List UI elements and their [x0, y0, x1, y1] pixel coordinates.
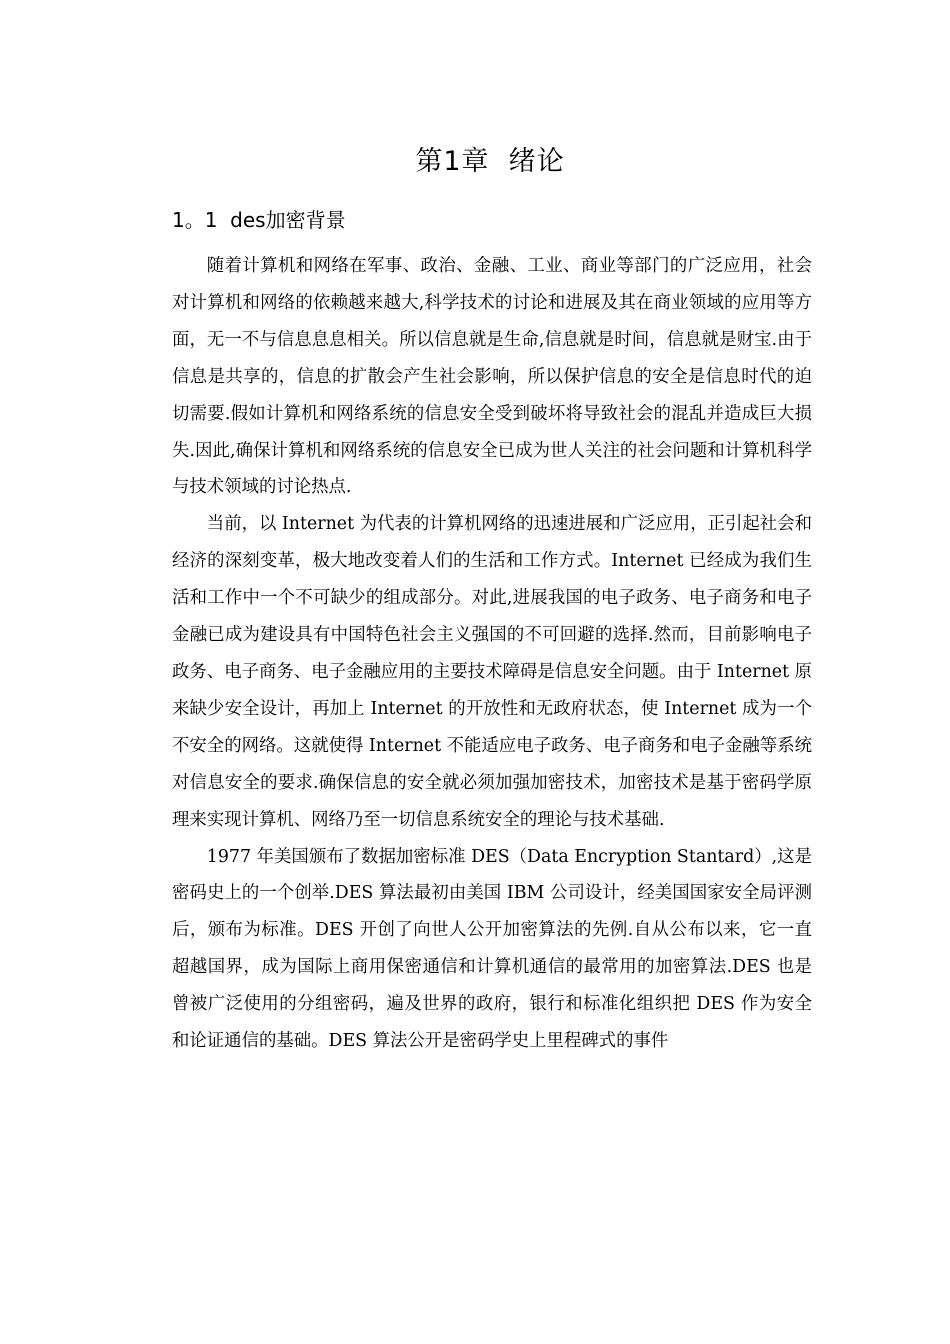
chapter-title: 第1章 绪论 [415, 146, 565, 177]
paragraph: 当前，以 Internet 为代表的计算机网络的迅速进展和广泛应用，正引起社会和经济的深刻变革，极大地改变着人们的生活和工作方式。Internet 已经成为我们生活和工作中一个不可缺少的组成部分。对此,进展我国的电子政务、电子商务和电子金融已成为建设具有中国特色社会主义强国的不可回避的选择.然而，目前影响电子政务、电子商务、电子金融应用的主要技术障碍是信息安全问题。由于 Internet 原来缺少安全设计，再加上 Internet 的开放性和无政府状态，使 Internet 成为一个不安全的网络。这就使得 Internet 不能适应电子政务、电子商务和电子金融等系统对信息安全的要求.确保信息的安全就必须加强加密技术，加密技术是基于密码学原理来实现计算机、网络乃至一切信息系统安全的理论与技术基础. [172, 514, 812, 830]
body-text [172, 248, 812, 1060]
paragraph: 1977 年美国颁布了数据加密标准 DES（Data Encryption Stantard）,这是密码史上的一个创举.DES 算法最初由美国 IBM 公司设计，经美国国家安全局评测后，颁布为标准。DES 开创了向世人公开加密算法的先例.自从公布以来，它一直超越国界，成为国际上商用保密通信和计算机通信的最常用的加密算法.DES 也是曾被广泛使用的分组密码，遍及世界的政府，银行和标准化组织把 DES 作为安全和论证通信的基础。DES 算法公开是密码学史上里程碑式的事件 [172, 846, 812, 1052]
paragraph: 随着计算机和网络在军事、政治、金融、工业、商业等部门的广泛应用，社会对计算机和网络的依赖越来越大,科学技术的讨论和进展及其在商业领域的应用等方面，无一不与信息息息相关。所以信息就是生命,信息就是时间，信息就是财宝.由于信息是共享的，信息的扩散会产生社会影响，所以保护信息的安全是信息时代的迫切需要.假如计算机和网络系统的信息安全受到破坏将导致社会的混乱并造成巨大损失.因此,确保计算机和网络系统的信息安全已成为世人关注的社会问题和计算机科学与技术领域的讨论热点. [172, 256, 812, 498]
section-title: 1。1 des加密背景 [172, 208, 346, 232]
